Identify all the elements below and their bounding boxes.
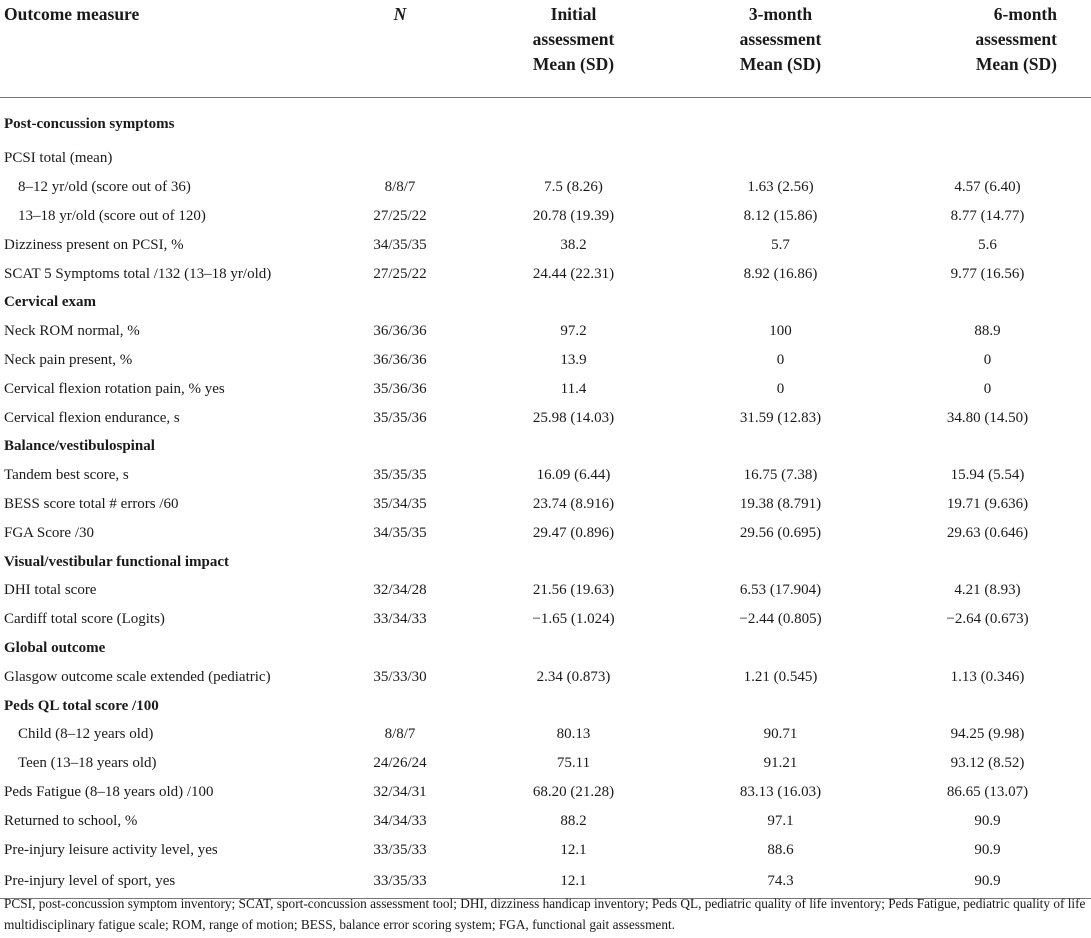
row-label: Cardiff total score (Logits) — [4, 611, 165, 628]
cell-initial: 21.56 (19.63) — [532, 582, 615, 599]
header-6-month — [884, 0, 1091, 98]
cell-n: 33/34/33 — [373, 611, 427, 628]
table-row — [0, 749, 1091, 778]
cell-3-month: 8.12 (15.86) — [743, 207, 818, 224]
cell-3-month: 83.13 (16.03) — [739, 783, 822, 800]
cell-initial: 20.78 (19.39) — [532, 207, 615, 224]
cell-n — [330, 144, 470, 173]
cell-initial: 16.09 (6.44) — [536, 467, 611, 484]
table-row — [0, 778, 1091, 807]
cell-3-month: 0 — [776, 351, 785, 368]
section-row — [0, 432, 1091, 461]
cell-3-month: 8.92 (16.86) — [743, 265, 818, 282]
row-label: 8–12 yr/old (score out of 36) — [18, 179, 191, 196]
cell-initial: 97.2 — [560, 323, 587, 340]
table-row — [0, 605, 1091, 634]
cell-3-month: 31.59 (12.83) — [739, 409, 822, 426]
cell-initial: 12.1 — [470, 864, 677, 899]
cell-6-month: 34.80 (14.50) — [946, 409, 1029, 426]
section-heading: Cervical exam — [4, 294, 97, 311]
row-label: Child (8–12 years old) — [18, 726, 154, 743]
row-label: Pre-injury leisure activity level, yes — [4, 841, 218, 858]
table-row — [0, 720, 1091, 749]
table-row — [0, 403, 1091, 432]
header-6-month-line1: 6-month — [993, 4, 1057, 24]
cell-6-month: 9.77 (16.56) — [950, 265, 1025, 282]
row-label: Cervical flexion endurance, s — [4, 409, 180, 426]
cell-6-month: 0 — [983, 380, 992, 397]
cell-n: 33/35/33 — [373, 841, 427, 858]
row-label: Returned to school, % — [4, 812, 138, 829]
cell-n: 24/26/24 — [373, 755, 427, 772]
table-footnote: PCSI, post-concussion symptom inventory; SCAT, sport-concussion assessment tool; DHI, dizziness handicap inventory; Peds QL, pediatric quality of life inventory; Peds Fatigue, pediatric quality of life multidisciplinary fatigue scale; ROM, range of motion; BESS, balance error scoring system; FGA, functional gait assessment. — [4, 896, 1086, 932]
cell-3-month: −2.44 (0.805) — [739, 611, 822, 628]
cell-n: 27/25/22 — [373, 265, 427, 282]
row-label: DHI total score — [4, 582, 97, 599]
cell-n: 8/8/7 — [384, 179, 416, 196]
cell-initial: 23.74 (8.916) — [532, 495, 615, 512]
cell-6-month: 90.9 — [974, 812, 1001, 829]
cell-3-month: 5.7 — [771, 236, 790, 253]
cell-3-month: 97.1 — [767, 812, 794, 829]
section-heading: Global outcome — [4, 639, 106, 656]
header-3-month — [677, 0, 884, 98]
cell-6-month: 4.57 (6.40) — [954, 179, 1021, 196]
cell-initial: 38.2 — [560, 236, 587, 253]
header-initial — [470, 0, 677, 98]
table-header — [0, 0, 1091, 98]
cell-n: 34/35/35 — [373, 236, 427, 253]
cell-initial: 25.98 (14.03) — [532, 409, 615, 426]
row-label: PCSI total (mean) — [4, 150, 113, 167]
table-body — [0, 98, 1091, 899]
row-label: Cervical flexion rotation pain, % yes — [4, 380, 225, 397]
cell-initial: 68.20 (21.28) — [532, 783, 615, 800]
cell-initial: 13.9 — [560, 351, 587, 368]
header-3-month-line2: assessment — [739, 29, 822, 49]
row-label: Pre-injury level of sport, yes — [0, 864, 330, 899]
cell-3-month: 88.6 — [767, 841, 794, 858]
cell-6-month: 90.9 — [974, 841, 1001, 858]
cell-6-month: 0 — [983, 351, 992, 368]
cell-initial: 12.1 — [560, 841, 587, 858]
cell-3-month: 91.21 — [763, 755, 798, 772]
cell-6-month: 5.6 — [978, 236, 997, 253]
header-initial-line2: assessment — [532, 29, 615, 49]
cell-n: 35/36/36 — [373, 380, 427, 397]
table-row — [0, 202, 1091, 231]
table-row — [0, 490, 1091, 519]
cell-6-month: 8.77 (14.77) — [950, 207, 1025, 224]
cell-n: 34/34/33 — [373, 812, 427, 829]
row-label: 13–18 yr/old (score out of 120) — [18, 207, 206, 224]
cell-3-month: 1.21 (0.545) — [743, 668, 818, 685]
table-row — [0, 576, 1091, 605]
table-row — [0, 317, 1091, 346]
cell-3-month: 100 — [769, 323, 792, 340]
header-initial-line1: Initial — [550, 4, 597, 24]
cell-3-month: 1.63 (2.56) — [747, 179, 814, 196]
cell-3-month: 19.38 (8.791) — [739, 495, 822, 512]
cell-initial: 24.44 (22.31) — [532, 265, 615, 282]
cell-3-month: 0 — [776, 380, 785, 397]
cell-3-month: 6.53 (17.904) — [739, 582, 822, 599]
table-row — [0, 662, 1091, 691]
cell-n: 35/34/35 — [373, 495, 427, 512]
cell-initial: 29.47 (0.896) — [532, 524, 615, 541]
cell-6-month: −2.64 (0.673) — [946, 611, 1029, 628]
row-label: Teen (13–18 years old) — [18, 755, 157, 772]
cell-n: 32/34/28 — [373, 582, 427, 599]
cell-3-month: 74.3 — [677, 864, 884, 899]
section-heading: Peds QL total score /100 — [4, 697, 159, 714]
cell-3-month — [677, 144, 884, 173]
section-heading: Visual/vestibular functional impact — [4, 553, 230, 570]
table-row — [0, 259, 1091, 288]
cell-6-month: 1.13 (0.346) — [950, 668, 1025, 685]
table-row — [0, 374, 1091, 403]
header-6-month-line2: assessment — [975, 29, 1057, 49]
cell-6-month: 88.9 — [974, 323, 1001, 340]
row-label: FGA Score /30 — [4, 524, 94, 541]
cell-6-month: 19.71 (9.636) — [946, 495, 1029, 512]
section-heading: Post-concussion symptoms — [4, 116, 175, 132]
section-row — [0, 288, 1091, 317]
cell-initial: 75.11 — [556, 755, 591, 772]
cell-6-month: 4.21 (8.93) — [954, 582, 1021, 599]
row-label: Peds Fatigue (8–18 years old) /100 — [4, 783, 214, 800]
cell-n: 35/35/35 — [373, 467, 427, 484]
table-row — [0, 461, 1091, 490]
cell-initial: 7.5 (8.26) — [544, 179, 603, 196]
cell-6-month: 93.12 (8.52) — [950, 755, 1025, 772]
cell-n: 8/8/7 — [384, 726, 416, 743]
cell-initial: 2.34 (0.873) — [536, 668, 611, 685]
row-label: Glasgow outcome scale extended (pediatric) — [4, 668, 271, 685]
table-row — [0, 346, 1091, 375]
row-label: BESS score total # errors /60 — [4, 495, 179, 512]
cell-n: 34/35/35 — [373, 524, 427, 541]
cell-n: 35/35/36 — [373, 409, 427, 426]
cell-3-month: 90.71 — [763, 726, 798, 743]
header-3-month-line3: Mean (SD) — [739, 54, 822, 74]
cell-n: 32/34/31 — [373, 783, 427, 800]
row-label: Dizziness present on PCSI, % — [4, 236, 184, 253]
table-row — [0, 806, 1091, 835]
header-n: N — [330, 0, 470, 98]
header-3-month-line1: 3-month — [748, 4, 813, 24]
row-label: Neck ROM normal, % — [4, 323, 140, 340]
cell-initial: 11.4 — [560, 380, 587, 397]
row-label: Neck pain present, % — [4, 351, 133, 368]
table-row — [0, 230, 1091, 259]
table-row — [0, 518, 1091, 547]
cell-6-month: 86.65 (13.07) — [946, 783, 1029, 800]
header-initial-line3: Mean (SD) — [532, 54, 615, 74]
section-row — [0, 691, 1091, 720]
cell-n: 27/25/22 — [373, 207, 427, 224]
cell-6-month: 15.94 (5.54) — [950, 467, 1025, 484]
cell-6-month: 90.9 — [884, 864, 1091, 899]
cell-n: 36/36/36 — [373, 351, 427, 368]
cell-n: 36/36/36 — [373, 323, 427, 340]
section-heading: Balance/vestibulospinal — [4, 438, 155, 455]
table-row — [0, 173, 1091, 202]
cell-6-month: 29.63 (0.646) — [946, 524, 1029, 541]
row-label: Tandem best score, s — [4, 467, 129, 484]
section-row — [0, 634, 1091, 663]
header-outcome-measure: Outcome measure — [0, 0, 330, 98]
cell-3-month: 29.56 (0.695) — [739, 524, 822, 541]
header-6-month-line3: Mean (SD) — [975, 54, 1057, 74]
section-row — [0, 98, 1091, 145]
cell-initial: −1.65 (1.024) — [532, 611, 615, 628]
cell-6-month: 94.25 (9.98) — [950, 726, 1025, 743]
section-row — [0, 547, 1091, 576]
table-row — [0, 835, 1091, 864]
cell-initial: 88.2 — [560, 812, 587, 829]
cell-initial — [470, 144, 677, 173]
cell-3-month: 16.75 (7.38) — [743, 467, 818, 484]
cell-6-month — [884, 144, 1091, 173]
cell-n: 35/33/30 — [373, 668, 427, 685]
row-label: SCAT 5 Symptoms total /132 (13–18 yr/old) — [4, 265, 272, 282]
cell-n: 33/35/33 — [330, 864, 470, 899]
cell-initial: 80.13 — [556, 726, 591, 743]
table-row — [0, 144, 1091, 173]
